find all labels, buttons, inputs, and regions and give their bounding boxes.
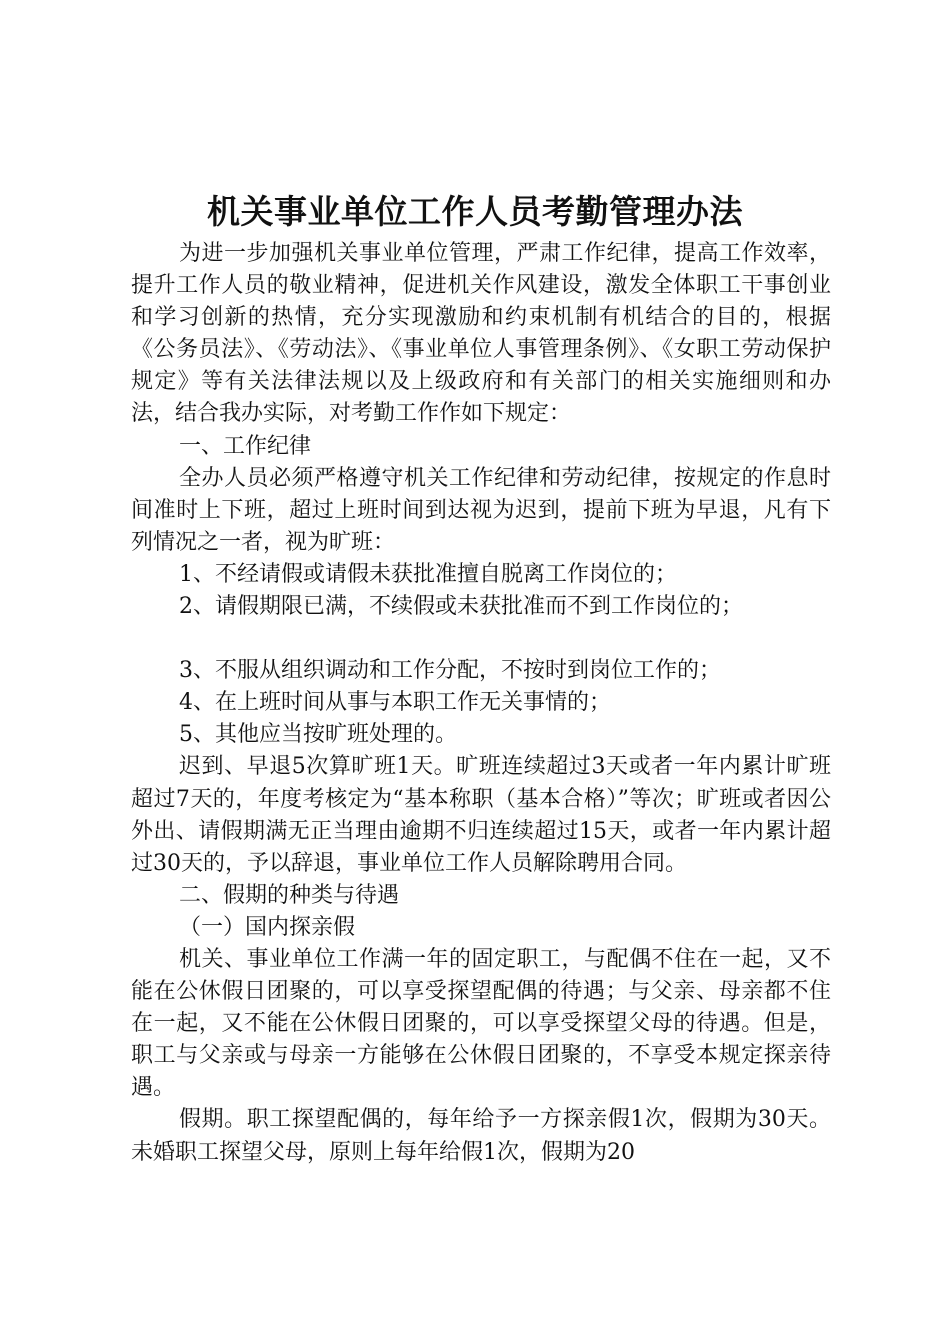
penalty-paragraph: 迟到、早退5次算旷班1天。旷班连续超过3天或者一年内累计旷班超过7天的，年度考核定为“基本称职（基本合格）”等次；旷班或者因公外出、请假期满无正当理由逾期不归连续超过15天，或者一年内累计超过30天的，予以辞退，事业单位工作人员解除聘用合同。 [131, 754, 831, 876]
list-item: 1、不经请假或请假未获批准擅自脱离工作岗位的； [179, 561, 677, 587]
leave-period-paragraph: 假期。职工探望配偶的，每年给予一方探亲假1次，假期为30天。未婚职工探望父母，原则上每年给假1次，假期为20 [131, 1107, 831, 1165]
list-item: 5、其他应当按旷班处理的。 [179, 722, 457, 748]
list-item: 4、在上班时间从事与本职工作无关事情的； [179, 690, 611, 716]
section-heading: 一、工作纪律 [179, 433, 312, 459]
intro-paragraph: 为进一步加强机关事业单位管理，严肃工作纪律，提高工作效率，提升工作人员的敬业精神，促进机关作风建设，激发全体职工干事创业和学习创新的热情，充分实现激励和约束机制有机结合的目的，根据《公务员法》、《劳动法》、《事业单位人事管理条例》、《女职工劳动保护规定》等有关法律法规以及上级政府和有关部门的相关实施细则和办法，结合我办实际，对考勤工作作如下规定： [131, 241, 831, 427]
home-leave-paragraph: 机关、事业单位工作满一年的固定职工，与配偶不住在一起，又不能在公休假日团聚的，可以享受探望配偶的待遇；与父亲、母亲都不住在一起，又不能在公休假日团聚的，可以享受探望父母的待遇。但是，职工与父亲或与母亲一方能够在公休假日团聚的，不享受本规定探亲待遇。 [131, 946, 831, 1101]
list-item: 2、请假期限已满，不续假或未获批准而不到工作岗位的； [179, 594, 743, 620]
document-body [131, 238, 831, 1169]
document-title: 机关事业单位工作人员考勤管理办法 [207, 192, 743, 231]
list-item: 3、不服从组织调动和工作分配，不按时到岗位工作的； [179, 658, 721, 684]
section-heading: 二、假期的种类与待遇 [179, 882, 400, 908]
subsection-heading: （一）国内探亲假 [179, 914, 356, 940]
discipline-paragraph: 全办人员必须严格遵守机关工作纪律和劳动纪律，按规定的作息时间准时上下班，超过上班时间到达视为迟到，提前下班为早退，凡有下列情况之一者，视为旷班： [131, 465, 831, 555]
